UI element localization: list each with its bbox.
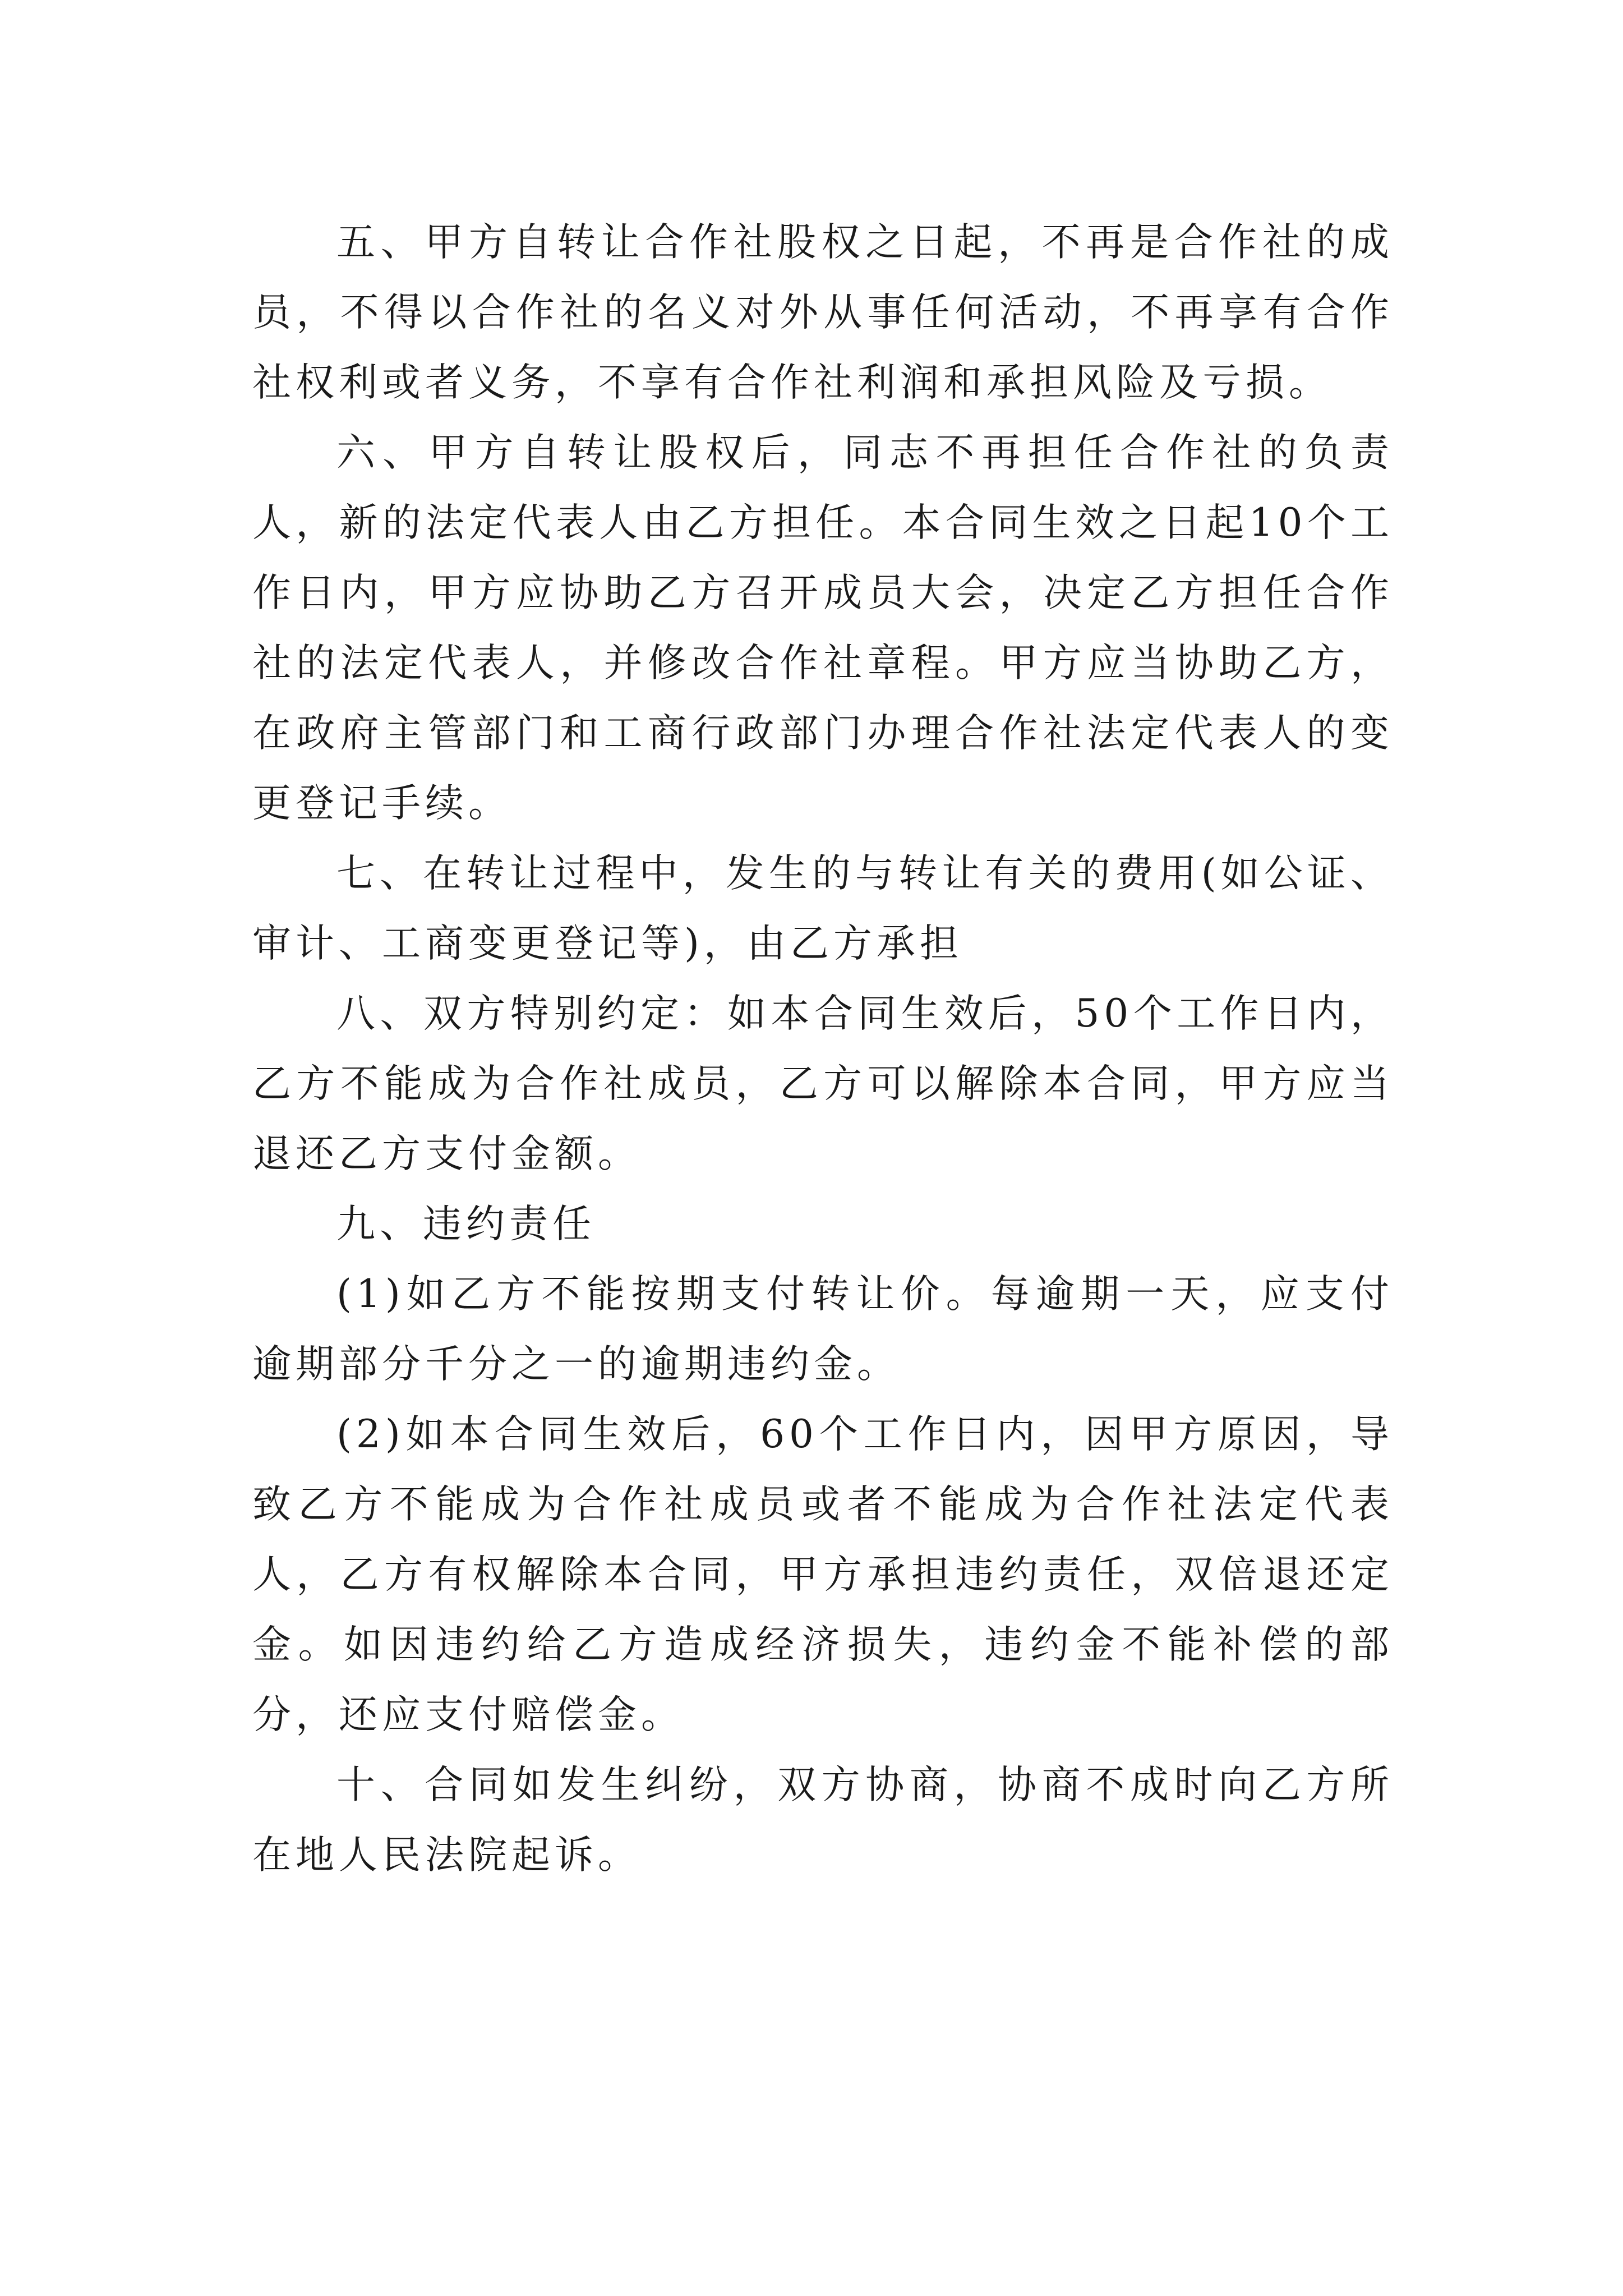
clause-6: 六、甲方自转让股权后，同志不再担任合作社的负责人，新的法定代表人由乙方担任。本合同生效之日起10个工作日内，甲方应协助乙方召开成员大会，决定乙方担任合作社的法定代表人，并修改合作社章程。甲方应当协助乙方，在政府主管部门和工商行政部门办理合作社法定代表人的变更登记手续。 [252,430,1394,826]
clause-9-heading: 九、违约责任 [336,1202,596,1246]
document-body [252,208,1394,1890]
clause-9-item-1: (1)如乙方不能按期支付转让价。每逾期一天，应支付逾期部分千分之一的逾期违约金。 [252,1272,1394,1387]
clause-10: 十、合同如发生纠纷，双方协商，协商不成时向乙方所在地人民法院起诉。 [252,1763,1394,1878]
clause-5: 五、甲方自转让合作社股权之日起，不再是合作社的成员，不得以合作社的名义对外从事任何活动，不再享有合作社权利或者义务，不享有合作社利润和承担风险及亏损。 [252,220,1394,405]
clause-7: 七、在转让过程中，发生的与转让有关的费用(如公证、审计、工商变更登记等)，由乙方承担 [252,851,1394,966]
clause-9-item-2: (2)如本合同生效后，60个工作日内，因甲方原因，导致乙方不能成为合作社成员或者不能成为合作社法定代表人，乙方有权解除本合同，甲方承担违约责任，双倍退还定金。如因违约给乙方造成经济损失，违约金不能补偿的部分，还应支付赔偿金。 [252,1412,1394,1737]
clause-8: 八、双方特别约定：如本合同生效后，50个工作日内，乙方不能成为合作社成员，乙方可以解除本合同，甲方应当退还乙方支付金额。 [252,991,1394,1176]
